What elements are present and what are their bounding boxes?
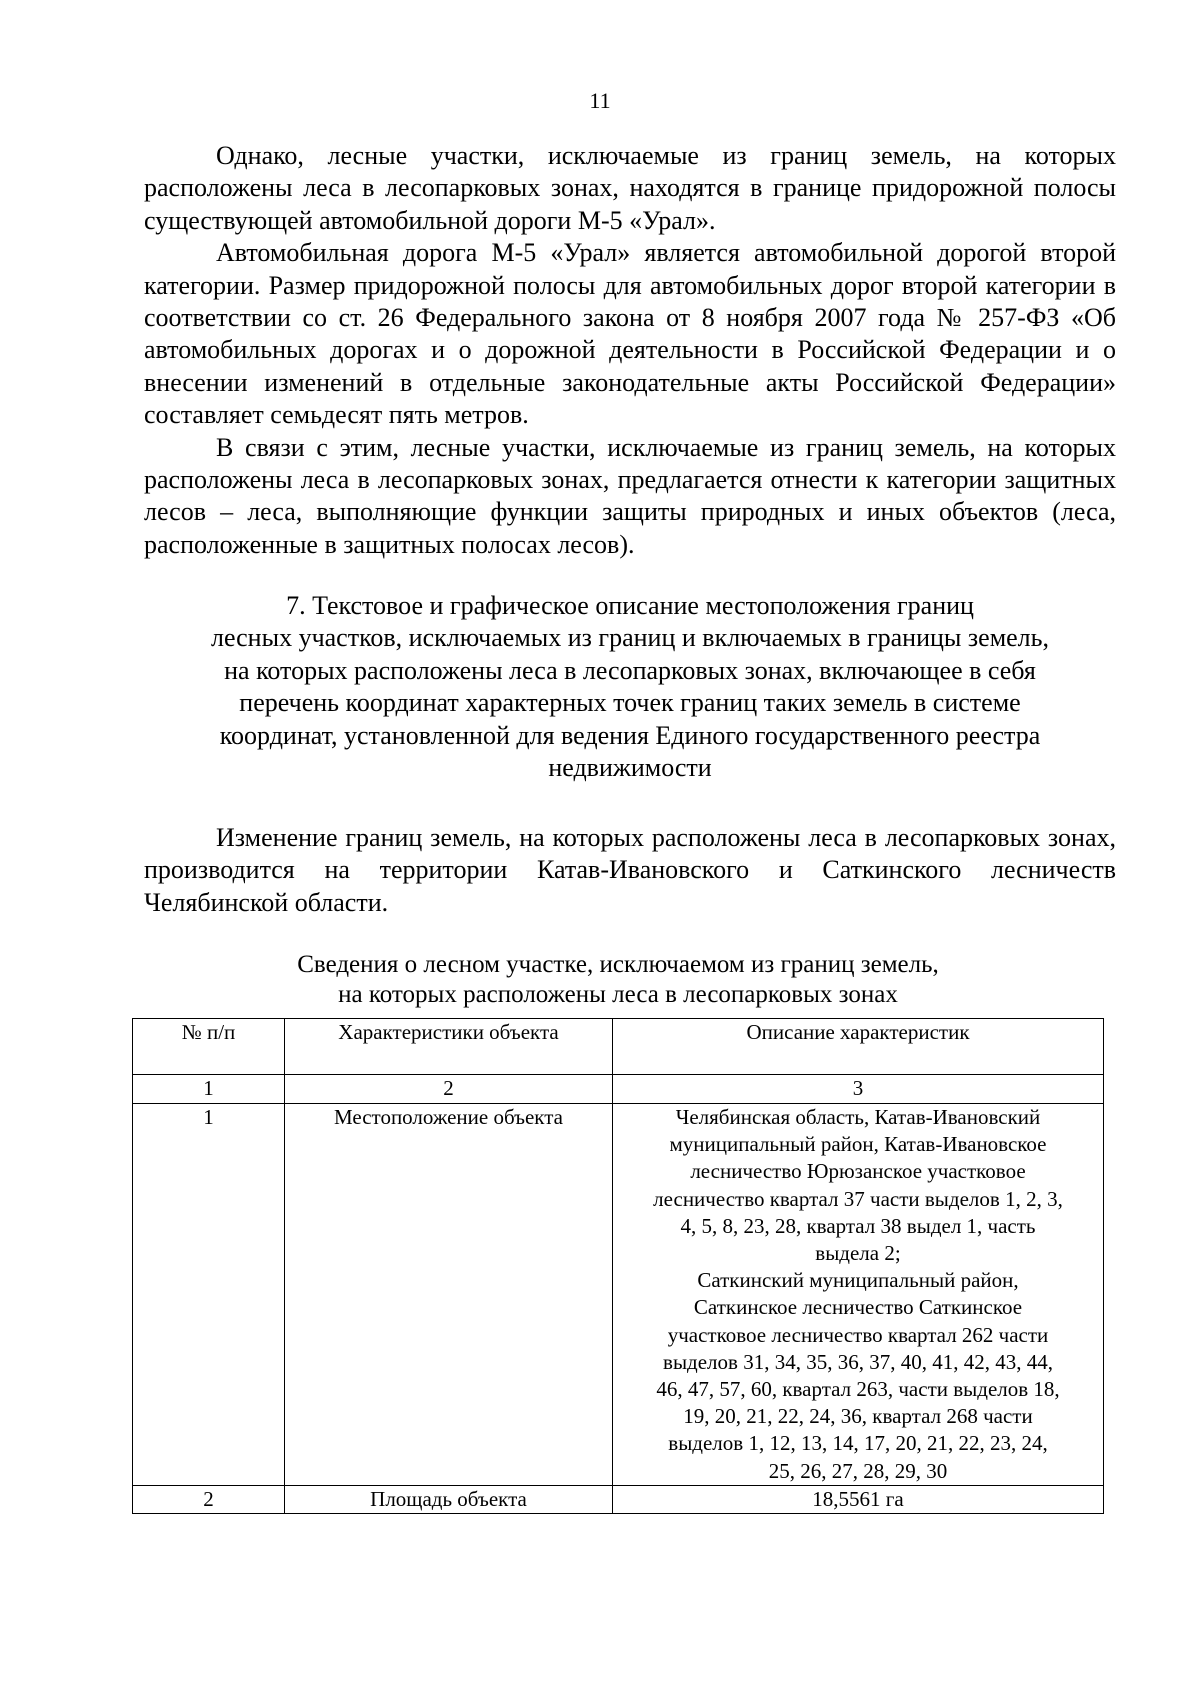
info-table [132,1018,1104,1514]
table-index-row [133,1075,1104,1104]
row-description: 18,5561 га [613,1485,1104,1513]
location-line: Челябинская область, Катав-Ивановский [675,1105,1041,1129]
location-line: выделов 31, 34, 35, 36, 37, 40, 41, 42, 43, 44, [663,1349,1053,1374]
paragraph-boundary-change: Изменение границ земель, на которых расположены леса в лесопарковых зонах, производится на территории Катав-Ивановского и Саткинского лесничеств Челябинской области. [144,823,1116,917]
heading-line: лесных участков, исключаемых из границ и включаемых в границы земель, [210,623,1050,653]
heading-line: 7. Текстовое и графическое описание местоположения границ [286,591,974,620]
table-header-row [133,1019,1104,1075]
row-num: 2 [133,1485,285,1513]
location-line: участковое лесничество квартал 262 части [667,1322,1049,1347]
heading-line: на которых расположены леса в лесопарковых зонах, включающее в себя [224,655,1036,685]
table-caption [132,950,1104,1010]
paragraph-protective-forests: В связи с этим, лесные участки, исключаемые из границ земель, на которых расположены леса в лесопарковых зонах, предлагается отнести к категории защитных лесов – леса, выполняющие функции защиты природных и иных объектов (леса, расположенные в защитных полосах лесов). [144,432,1116,559]
table-row [133,1104,1104,1486]
header-description: Описание характеристик [613,1019,1104,1075]
row-characteristic: Местоположение объекта [285,1104,613,1486]
row-num: 1 [133,1104,285,1486]
body-text-change [144,822,1116,919]
heading-line: координат, установленной для ведения Единого государственного реестра [219,720,1041,750]
table-row [133,1485,1104,1513]
location-line: Саткинский муниципальный район, [697,1268,1019,1293]
location-line: 46, 47, 57, 60, квартал 263, части выделов 18, [656,1377,1060,1402]
location-line: выдела 2; [815,1241,901,1266]
page-number: 11 [589,88,611,113]
header-num: № п/п [133,1019,285,1075]
location-line: 19, 20, 21, 22, 24, 36, квартал 268 части [683,1404,1033,1429]
body-text-top [144,140,1116,561]
row-description [613,1104,1104,1486]
index-cell: 2 [285,1075,613,1104]
paragraph-road-category: Автомобильная дорога М-5 «Урал» является автомобильной дорогой второй категории. Размер придорожной полосы для автомобильных дорог второй категории в соответствии со ст. 26 Федерального закона от 8 ноября 2007 года № 257-ФЗ «Об автомобильных дорогах и о дорожной деятельности в Российской Федерации и о внесении изменений в отдельные законодательные акты Российской Федерации» составляет семьдесят пять метров. [144,238,1116,430]
location-line: лесничество Юрюзанское участковое [690,1159,1026,1184]
index-cell: 3 [613,1075,1104,1104]
heading-line: недвижимости [548,753,712,783]
caption-line: Сведения о лесном участке, исключаемом из границ земель, [297,951,939,978]
location-line: выделов 1, 12, 13, 14, 17, 20, 21, 22, 23, 24, [668,1431,1048,1456]
index-cell: 1 [133,1075,285,1104]
location-line: Саткинское лесничество Саткинское [693,1295,1023,1320]
heading-line: перечень координат характерных точек границ таких земель в системе [239,688,1021,718]
location-line: муниципальный район, Катав-Ивановское [669,1132,1047,1157]
caption-line: на которых расположены леса в лесопарковых зонах [338,981,898,1008]
header-characteristic: Характеристики объекта [285,1019,613,1075]
location-line: 25, 26, 27, 28, 29, 30 [768,1458,948,1483]
row-characteristic: Площадь объекта [285,1485,613,1513]
paragraph-road-strip: Однако, лесные участки, исключаемые из границ земель, на которых расположены леса в лесопарковых зонах, находятся в границе придорожной полосы существующей автомобильной дороги М-5 «Урал». [144,141,1116,235]
location-line: лесничество квартал 37 части выделов 1, 2, 3, [653,1186,1063,1211]
section-heading [144,590,1116,784]
location-line: 4, 5, 8, 23, 28, квартал 38 выдел 1, часть [680,1213,1036,1238]
